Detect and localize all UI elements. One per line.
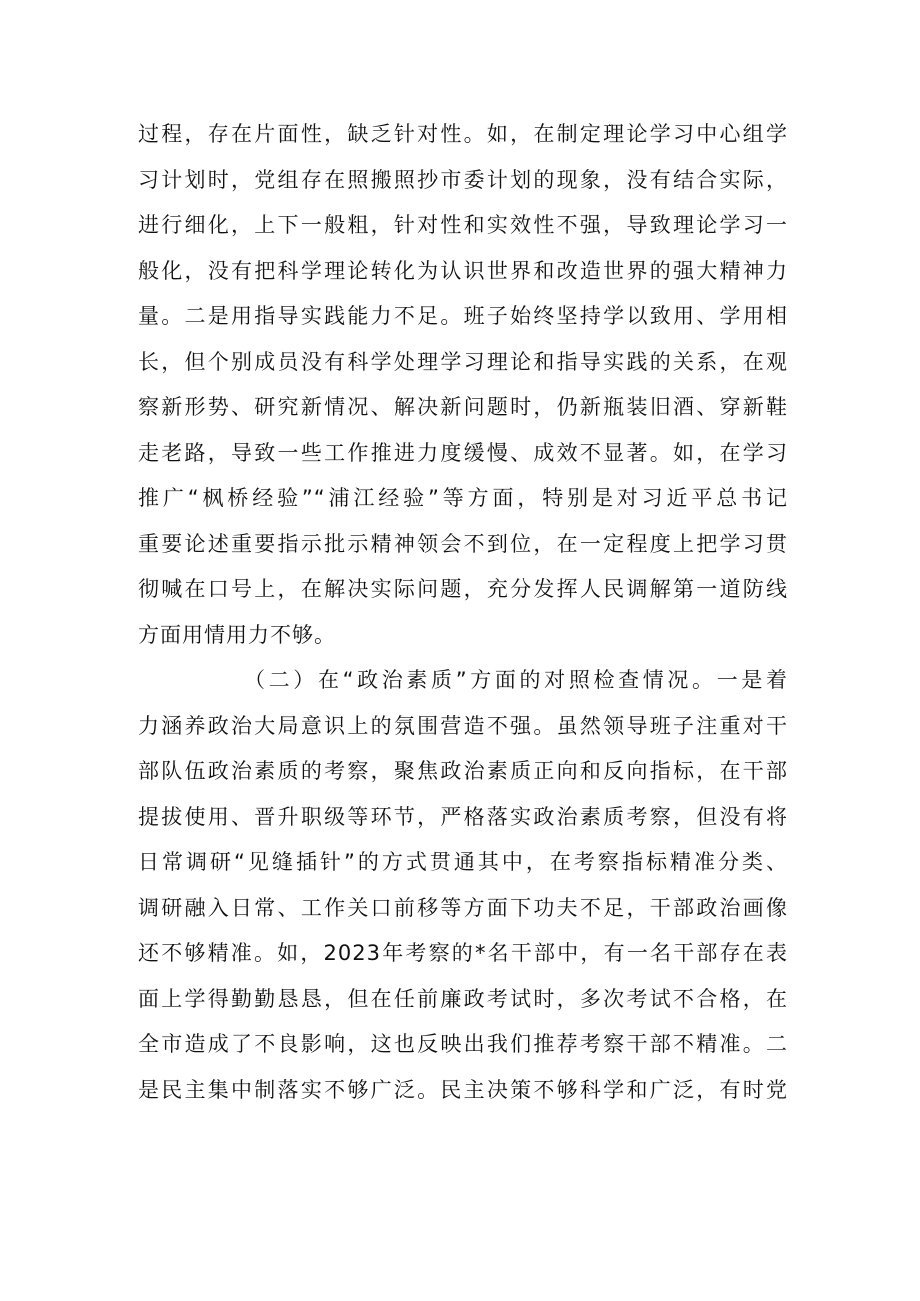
text-line: 全市造成了不良影响，这也反映出我们推荐考察干部不精准。二 xyxy=(138,1032,788,1056)
text-line: 还不够精准。如，2023年考察的*名干部中，有一名干部存在表 xyxy=(138,941,788,965)
text-line: 般化，没有把科学理论转化为认识世界和改造世界的强大精神力 xyxy=(138,258,788,283)
text-line: 习计划时，党组存在照搬照抄市委计划的现象，没有结合实际， xyxy=(138,167,788,192)
text-line: 调研融入日常、工作关口前移等方面下功夫不足，干部政治画像 xyxy=(138,895,788,920)
body-text xyxy=(138,112,788,1113)
text-line: 是民主集中制落实不够广泛。民主决策不够科学和广泛，有时党 xyxy=(138,1077,788,1102)
text-line: 过程，存在片面性，缺乏针对性。如，在制定理论学习中心组学 xyxy=(138,122,788,146)
text-line: 部队伍政治素质的考察，聚焦政治素质正向和反向指标，在干部 xyxy=(138,759,788,783)
text-line: 量。二是用指导实践能力不足。班子始终坚持学以致用、学用相 xyxy=(138,304,788,328)
text-line: 长，但个别成员没有科学处理学习理论和指导实践的关系，在观 xyxy=(138,349,788,374)
text-line: 彻喊在口号上，在解决实际问题，充分发挥人民调解第一道防线 xyxy=(138,577,788,601)
text-line: 进行细化，上下一般粗，针对性和实效性不强，导致理论学习一 xyxy=(138,213,788,237)
text-line: 走老路，导致一些工作推进力度缓慢、成效不显著。如，在学习 xyxy=(138,440,788,465)
text-line: 提拔使用、晋升职级等环节，严格落实政治素质考察，但没有将 xyxy=(138,804,788,829)
text-line: 察新形势、研究新情况、解决新问题时，仍新瓶装旧酒、穿新鞋 xyxy=(138,395,788,419)
text-line-paragraph-end: 方面用情用力不够。 xyxy=(138,622,336,647)
text-line: 重要论述重要指示批示精神领会不到位，在一定程度上把学习贯 xyxy=(138,531,788,556)
text-line: 力涵养政治大局意识上的氛围营造不强。虽然领导班子注重对干 xyxy=(138,713,788,738)
section-heading-line: （二）在“政治素质”方面的对照检查情况。一是着 xyxy=(244,668,788,692)
text-line: 日常调研“见缝插针”的方式贯通其中，在考察指标精准分类、 xyxy=(138,850,788,874)
text-line: 推广“枫桥经验”“浦江经验”等方面，特别是对习近平总书记 xyxy=(138,486,788,510)
text-line: 面上学得勤勤恳恳，但在任前廉政考试时，多次考试不合格，在 xyxy=(138,986,788,1011)
